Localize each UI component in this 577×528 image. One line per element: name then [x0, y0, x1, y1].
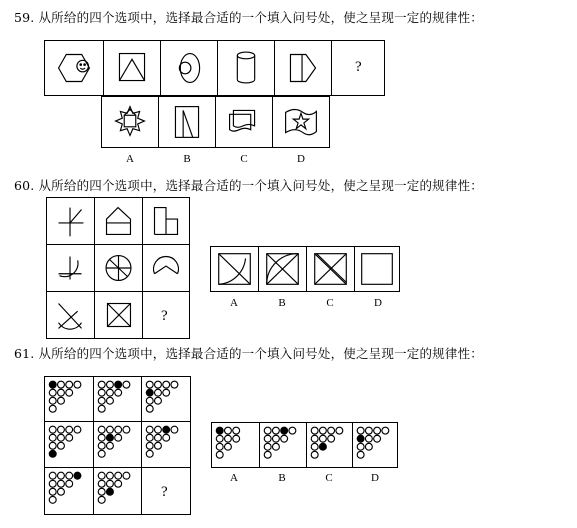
- empty-circle: [163, 389, 170, 396]
- empty-circle: [115, 426, 122, 433]
- q59-option-a-figure[interactable]: [101, 96, 159, 148]
- circle-pattern: [45, 422, 93, 467]
- empty-circle: [155, 426, 162, 433]
- filled-circle: [106, 488, 113, 495]
- filled-circle: [146, 389, 153, 396]
- cross-arc-figure: [47, 292, 94, 338]
- q61-grid-3-3: [141, 467, 191, 515]
- empty-circle: [98, 480, 105, 487]
- empty-circle: [58, 389, 65, 396]
- q61-option-c-label: C: [325, 472, 333, 484]
- empty-circle: [66, 426, 73, 433]
- q59-option-d-label: D: [297, 153, 305, 165]
- q60-grid-2-2: [94, 244, 143, 292]
- empty-circle: [357, 443, 364, 450]
- q59-option-d-figure[interactable]: [272, 96, 330, 148]
- box-arc-figure: [211, 247, 258, 291]
- empty-circle: [49, 442, 56, 449]
- empty-circle: [264, 443, 271, 450]
- q59-option-b-label: B: [183, 153, 191, 165]
- empty-circle: [146, 450, 153, 457]
- empty-circle: [74, 381, 81, 388]
- empty-circle: [98, 450, 105, 457]
- filled-circle: [281, 427, 288, 434]
- empty-circle: [225, 443, 232, 450]
- q59-option-c-label: C: [240, 153, 248, 165]
- empty-circle: [66, 389, 73, 396]
- empty-circle: [264, 451, 271, 458]
- q60-grid-1-3: [142, 197, 190, 245]
- q59-option-c-figure[interactable]: [215, 96, 273, 148]
- empty-circle: [319, 435, 326, 442]
- flag-star-figure: [273, 97, 329, 147]
- empty-circle: [98, 397, 105, 404]
- q60-option-b-figure[interactable]: [258, 246, 307, 292]
- empty-circle: [49, 397, 56, 404]
- empty-circle: [66, 480, 73, 487]
- filled-circle: [319, 443, 326, 450]
- empty-circle: [49, 472, 56, 479]
- empty-circle: [58, 397, 65, 404]
- empty-circle: [98, 434, 105, 441]
- empty-circle: [123, 381, 130, 388]
- step-block-figure: [143, 198, 189, 244]
- question-61-text: 从所给的四个选项中，选择最合适的一个填入问号处，使之呈现一定的规律性：: [38, 346, 483, 361]
- q60-grid-3-2: [94, 291, 143, 339]
- empty-circle: [98, 389, 105, 396]
- filled-circle: [115, 381, 122, 388]
- empty-circle: [225, 427, 232, 434]
- q61-grid-2-1: [44, 421, 94, 468]
- empty-circle: [357, 451, 364, 458]
- q61-grid-3-2: [93, 467, 142, 515]
- q60-option-a-figure[interactable]: [210, 246, 259, 292]
- empty-circle: [328, 435, 335, 442]
- empty-circle: [98, 405, 105, 412]
- empty-circle: [98, 381, 105, 388]
- empty-circle: [106, 442, 113, 449]
- q61-option-b-label: B: [278, 472, 286, 484]
- q59-option-b-figure[interactable]: [158, 96, 216, 148]
- q61-grid-1-2: [93, 376, 142, 422]
- filled-circle: [49, 381, 56, 388]
- empty-circle: [382, 427, 389, 434]
- stacked-papers-figure: [216, 97, 272, 147]
- circle-pattern: [94, 422, 141, 467]
- square-slash-figure: [159, 97, 215, 147]
- empty-circle: [272, 427, 279, 434]
- empty-circle: [336, 427, 343, 434]
- q61-question-mark: ?: [161, 484, 168, 500]
- empty-circle: [357, 427, 364, 434]
- q61-grid-1-3: [141, 376, 191, 422]
- q60-grid-2-1: [46, 244, 95, 292]
- question-61-number: 61.: [14, 346, 35, 361]
- empty-circle: [49, 434, 56, 441]
- empty-circle: [58, 381, 65, 388]
- question-59-number: 59.: [14, 10, 35, 25]
- empty-circle: [146, 405, 153, 412]
- empty-circle: [146, 381, 153, 388]
- empty-circle: [264, 427, 271, 434]
- q61-grid-2-2: [93, 421, 142, 468]
- q61-option-c-figure[interactable]: [306, 422, 353, 468]
- empty-circle: [311, 427, 318, 434]
- empty-circle: [163, 434, 170, 441]
- empty-circle: [171, 426, 178, 433]
- empty-circle: [155, 397, 162, 404]
- box-x-arc-figure: [259, 247, 306, 291]
- cross-lines-figure: [47, 198, 94, 244]
- empty-circle: [106, 426, 113, 433]
- filled-circle: [357, 435, 364, 442]
- circle-pattern: [94, 377, 141, 421]
- q59-figure-2: [103, 40, 161, 96]
- circle-pattern: [45, 377, 93, 421]
- q60-grid-3-3: [142, 291, 190, 339]
- empty-box-figure: [355, 247, 399, 291]
- empty-circle: [58, 480, 65, 487]
- q59-figure-4: [217, 40, 275, 96]
- circle-pattern: [142, 422, 190, 467]
- q60-option-a-label: A: [230, 297, 238, 309]
- empty-circle: [58, 442, 65, 449]
- empty-circle: [155, 381, 162, 388]
- q61-grid-3-1: [44, 467, 94, 515]
- empty-circle: [365, 427, 372, 434]
- empty-circle: [146, 397, 153, 404]
- box-x-figure: [95, 292, 142, 338]
- empty-circle: [289, 427, 296, 434]
- empty-circle: [49, 389, 56, 396]
- circle-pattern: [353, 423, 397, 467]
- empty-circle: [106, 480, 113, 487]
- empty-circle: [58, 426, 65, 433]
- house-figure: [95, 198, 142, 244]
- empty-circle: [216, 435, 223, 442]
- q61-option-d-label: D: [371, 472, 379, 484]
- empty-circle: [123, 472, 130, 479]
- empty-circle: [233, 427, 240, 434]
- circle-pattern: [45, 468, 93, 514]
- empty-circle: [49, 496, 56, 503]
- empty-circle: [374, 427, 381, 434]
- empty-circle: [66, 472, 73, 479]
- empty-circle: [49, 405, 56, 412]
- q61-option-b-figure[interactable]: [259, 422, 307, 468]
- empty-circle: [319, 427, 326, 434]
- q60-grid-3-1: [46, 291, 95, 339]
- square-triangle-figure: [104, 41, 160, 95]
- empty-circle: [106, 472, 113, 479]
- empty-circle: [365, 443, 372, 450]
- q60-option-d-label: D: [374, 297, 382, 309]
- empty-circle: [115, 434, 122, 441]
- empty-circle: [74, 426, 81, 433]
- q60-grid-1-1: [46, 197, 95, 245]
- q61-option-d-figure[interactable]: [352, 422, 398, 468]
- pentagon-arrow-figure: [275, 41, 331, 95]
- empty-circle: [107, 397, 114, 404]
- empty-circle: [98, 442, 105, 449]
- empty-circle: [98, 488, 105, 495]
- empty-circle: [155, 434, 162, 441]
- filled-circle: [163, 426, 170, 433]
- empty-circle: [264, 435, 271, 442]
- circle-pattern: [142, 377, 190, 421]
- question-61-title: [14, 344, 483, 362]
- question-60-text: 从所给的四个选项中，选择最合适的一个填入问号处，使之呈现一定的规律性：: [38, 178, 483, 193]
- empty-circle: [58, 472, 65, 479]
- cylinder-figure: [218, 41, 274, 95]
- empty-circle: [49, 426, 56, 433]
- question-60-number: 60.: [14, 178, 35, 193]
- q60-option-d-figure[interactable]: [354, 246, 400, 292]
- empty-circle: [272, 443, 279, 450]
- question-60-title: [14, 176, 483, 194]
- q59-figure-1: [44, 40, 104, 96]
- q60-grid-2-3: [142, 244, 190, 292]
- q59-figure-6: [331, 40, 385, 96]
- empty-circle: [98, 496, 105, 503]
- empty-circle: [155, 389, 162, 396]
- empty-circle: [98, 472, 105, 479]
- q60-option-c-label: C: [326, 297, 334, 309]
- empty-circle: [365, 435, 372, 442]
- empty-circle: [58, 488, 65, 495]
- q60-option-b-label: B: [278, 297, 286, 309]
- q60-grid-1-2: [94, 197, 143, 245]
- q60-option-c-figure[interactable]: [306, 246, 355, 292]
- empty-circle: [311, 435, 318, 442]
- empty-circle: [328, 427, 335, 434]
- q59-option-a-label: A: [126, 153, 134, 165]
- empty-circle: [171, 381, 178, 388]
- empty-circle: [155, 442, 162, 449]
- empty-circle: [163, 381, 170, 388]
- empty-circle: [225, 435, 232, 442]
- empty-circle: [311, 451, 318, 458]
- box-x-double-figure: [307, 247, 354, 291]
- star-square-figure: [102, 97, 158, 147]
- empty-circle: [98, 426, 105, 433]
- q61-grid-1-1: [44, 376, 94, 422]
- empty-circle: [216, 443, 223, 450]
- empty-circle: [66, 381, 73, 388]
- question-59-title: [14, 8, 483, 26]
- filled-circle: [216, 427, 223, 434]
- empty-circle: [311, 443, 318, 450]
- q60-question-mark: ?: [161, 308, 168, 324]
- empty-circle: [146, 442, 153, 449]
- empty-circle: [146, 426, 153, 433]
- filled-circle: [106, 434, 113, 441]
- ellipse-circle-figure: [161, 41, 217, 95]
- empty-circle: [123, 426, 130, 433]
- empty-circle: [107, 389, 114, 396]
- empty-circle: [281, 435, 288, 442]
- empty-circle: [49, 480, 56, 487]
- empty-circle: [374, 435, 381, 442]
- empty-circle: [107, 381, 114, 388]
- q61-option-a-label: A: [230, 472, 238, 484]
- filled-circle: [49, 450, 56, 457]
- q61-grid-2-3: [141, 421, 191, 468]
- empty-circle: [115, 480, 122, 487]
- empty-circle: [49, 488, 56, 495]
- empty-circle: [58, 434, 65, 441]
- wheel-figure: [95, 245, 142, 291]
- open-circle-figure: [143, 245, 189, 291]
- circle-pattern: [94, 468, 141, 514]
- circle-pattern: [307, 423, 352, 467]
- circle-pattern: [212, 423, 259, 467]
- filled-circle: [74, 472, 81, 479]
- question-59-text: 从所给的四个选项中，选择最合适的一个填入问号处，使之呈现一定的规律性：: [38, 10, 483, 25]
- empty-circle: [146, 434, 153, 441]
- q59-question-mark: ?: [355, 59, 362, 75]
- empty-circle: [66, 434, 73, 441]
- empty-circle: [115, 389, 122, 396]
- hexagon-smiley-figure: [45, 41, 103, 95]
- empty-circle: [115, 472, 122, 479]
- q59-figure-3: [160, 40, 218, 96]
- empty-circle: [216, 451, 223, 458]
- circle-pattern: [260, 423, 306, 467]
- empty-circle: [272, 435, 279, 442]
- q61-option-a-figure[interactable]: [211, 422, 260, 468]
- empty-circle: [233, 435, 240, 442]
- q59-figure-5: [274, 40, 332, 96]
- sector-lines-figure: [47, 245, 94, 291]
